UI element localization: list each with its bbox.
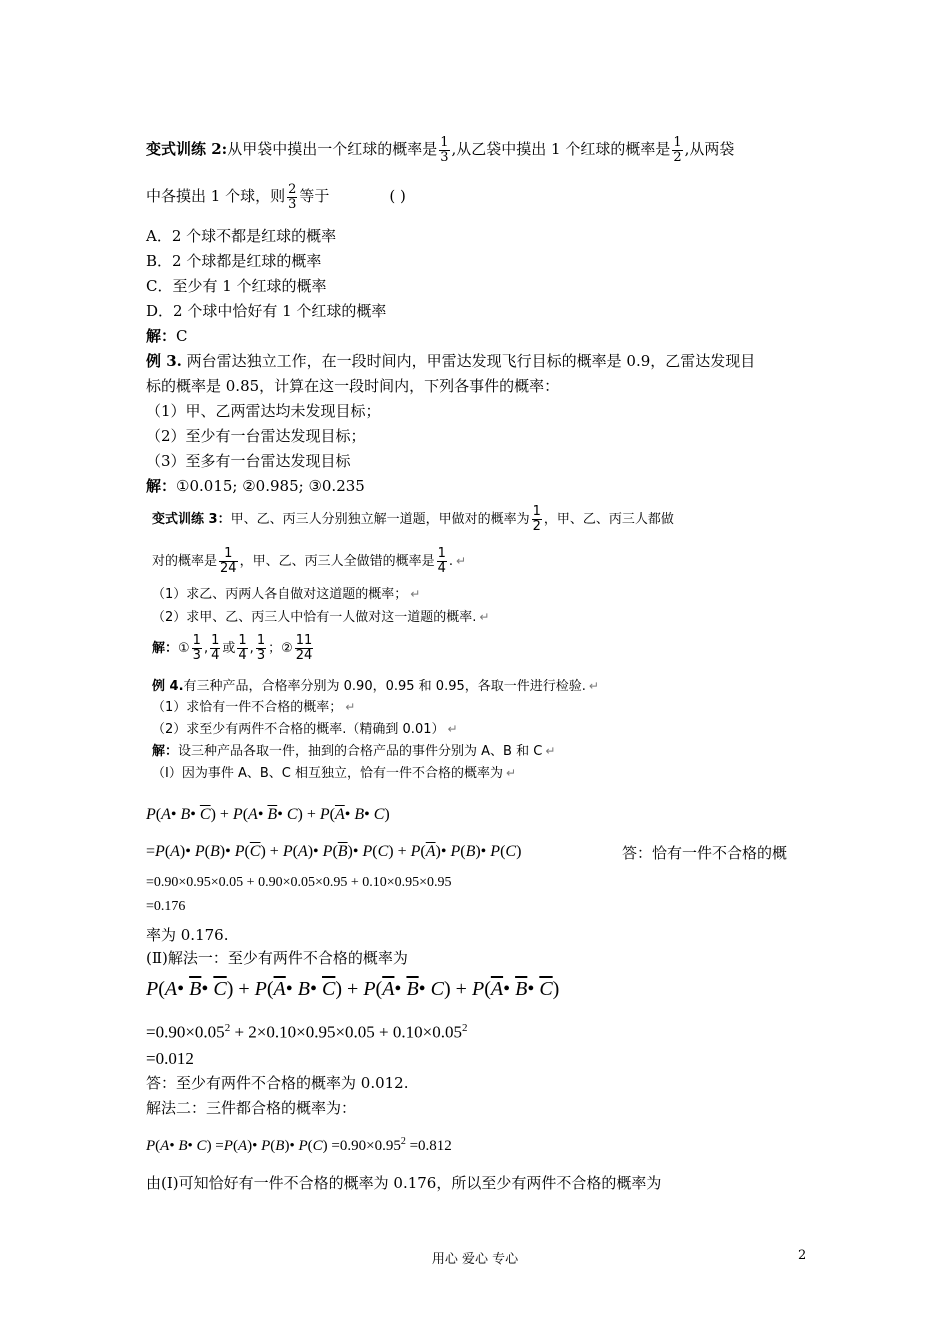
variant3-line1: 变式训练 3：甲、乙、丙三人分别独立解一道题，甲做对的概率为 $\frac{1}{2}$ ，甲、乙、丙三人都做 bbox=[152, 504, 674, 534]
ex3-q1: （1）甲、乙两雷达均未发现目标； bbox=[146, 402, 381, 420]
fraction: $\frac{1}{2}$ bbox=[532, 504, 541, 534]
footer-text: 用心 爱心 专心 bbox=[431, 1252, 519, 1267]
formula-p4: P(A• B• C) =P(A)• P(B)• $P(C) =0.90\times 0.95^2 =0.812$ bbox=[146, 1136, 452, 1154]
variant2-solution: 解：C bbox=[146, 327, 188, 345]
variant2-label: 变式训练 2: bbox=[146, 140, 228, 158]
page-number: 2 bbox=[798, 1248, 807, 1263]
variant3-solution: 解：① $\frac{1}{3}$ , $\frac{1}{4}$ 或 $\frac{1}{4}$ , $\frac{1}{3}$ ；② $\frac{11}{24}$ bbox=[152, 633, 313, 663]
variant2-line2: 中各摸出 1 个球，则 $\frac{2}{3}$ 等于 ( ) bbox=[146, 181, 406, 212]
ex4-label: 例 4. bbox=[152, 679, 184, 694]
ex3-line2: 标的概率是 0.85，计算在这一段时间内，下列各事件的概率： bbox=[146, 377, 560, 395]
ex4-q2: （2）求至少有两件不合格的概率.（精确到 0.01） ↵ bbox=[152, 722, 458, 737]
formula-p2: =P(A)• P(B)• $P(\overline{C})$ + P(A)• $P(\overline{B})•$ $P(C) + P(\overline{A})•$ P(B)• P(C) bbox=[146, 843, 522, 860]
fraction: $\frac{1}{3}$ bbox=[256, 633, 266, 663]
fraction: $\frac{1}{3}$ bbox=[192, 633, 201, 663]
formula-result1: =0.176 bbox=[146, 899, 186, 914]
answer-paren: ( ) bbox=[389, 187, 406, 205]
fraction: $\frac{1}{4}$ bbox=[437, 546, 446, 576]
fraction: $\frac{2}{3}$ bbox=[288, 181, 297, 212]
fraction: $\frac{1}{4}$ bbox=[211, 633, 220, 663]
variant3-line2: 对的概率是 $\frac{1}{24}$ ，甲、乙、丙三人全做错的概率是 $\frac{1}{4}$ . ↵ bbox=[152, 546, 467, 576]
option-c: C．至少有 1 个红球的概率 bbox=[146, 277, 327, 295]
ex4-line1: 例 4.有三种产品，合格率分别为 0.90，0.95 和 0.95，各取一件进行检验. ↵ bbox=[152, 679, 599, 694]
ex4-last-line: 由(Ⅰ)可知恰好有一件不合格的概率为 0.176，所以至少有两件不合格的概率为 bbox=[146, 1174, 662, 1192]
ex4-q1: （1）求恰有一件不合格的概率； ↵ bbox=[152, 700, 356, 715]
ex4-answer1-b: 率为 0.176. bbox=[146, 926, 229, 944]
fraction: $\frac{11}{24}$ bbox=[295, 633, 313, 663]
fraction: $\frac{1}{24}$ bbox=[220, 546, 237, 576]
variant3-q1: （1）求乙、丙两人各自做对这道题的概率； ↵ bbox=[152, 587, 421, 602]
formula-result2: =0.012 bbox=[146, 1049, 194, 1068]
ex4-method2: 解法二：三件都合格的概率为： bbox=[146, 1099, 357, 1117]
option-b: B．2 个球都是红球的概率 bbox=[146, 252, 322, 270]
variant3-q2: （2）求甲、乙、丙三人中恰有一人做对这一道题的概率. ↵ bbox=[152, 610, 490, 625]
ex4-solution-intro: 解：设三种产品各取一件，抽到的合格产品的事件分别为 A、B 和 C ↵ bbox=[152, 744, 556, 759]
ex3-solution: 解：①0.015; ②0.985; ③0.235 bbox=[146, 477, 365, 495]
option-a: A．2 个球不都是红球的概率 bbox=[146, 227, 337, 245]
formula-calc1: =0.90×0.95×0.05 + 0.90×0.05×0.95 + 0.10×0.95×0.95 bbox=[146, 875, 452, 890]
ex4-answer2: 答：至少有两件不合格的概率为 0.012. bbox=[146, 1074, 409, 1092]
formula-p1: P(A• B• $\overline{C}$) + P(A• $\overline{B}•$ $C) + P(\overline{A}•$ B• C) bbox=[146, 806, 390, 823]
fraction: $\frac{1}{3}$ bbox=[440, 134, 449, 165]
ex4-part1: （Ⅰ）因为事件 A、B、C 相互独立，恰有一件不合格的概率为 ↵ bbox=[152, 766, 517, 781]
variant2-line1: 变式训练 2:从甲袋中摸出一个红球的概率是 $\frac{1}{3}$ ,从乙袋中摸出 1 个红球的概率是 $\frac{1}{2}$ ,从两袋 bbox=[146, 134, 735, 165]
ex3-label: 例 3. bbox=[146, 352, 182, 370]
formula-calc2: $=0.90\times 0.05^2 + 2\times 0.10\times 0.95\times 0.05 + 0.10\times 0.05^2$ bbox=[146, 1022, 468, 1042]
option-d: D．2 个球中恰好有 1 个红球的概率 bbox=[146, 302, 387, 320]
variant3-label: 变式训练 3： bbox=[152, 512, 231, 527]
fraction: $\frac{1}{4}$ bbox=[238, 633, 247, 663]
formula-p3: P(A• $\overline{B}•$ $\overline{C}$) + $P(\overline{A}•$ B• $\overline{C}$) + $P(\overline{A}•$ $\overline{B}•$ $C) + P(\overline{A}•$ $\overline{B}•$ $\overline{C}$) bbox=[146, 978, 560, 1000]
ex4-part2: (Ⅱ)解法一：至少有两件不合格的概率为 bbox=[146, 949, 408, 967]
fraction: $\frac{1}{2}$ bbox=[673, 134, 682, 165]
ex3-q2: （2）至少有一台雷达发现目标； bbox=[146, 427, 366, 445]
ex3-q3: （3）至多有一台雷达发现目标 bbox=[146, 452, 351, 470]
ex3-line1: 例 3. 两台雷达独立工作，在一段时间内，甲雷达发现飞行目标的概率是 0.9，乙雷达发现目 bbox=[146, 352, 756, 370]
ex4-answer1-a: 答：恰有一件不合格的概 bbox=[622, 844, 788, 862]
